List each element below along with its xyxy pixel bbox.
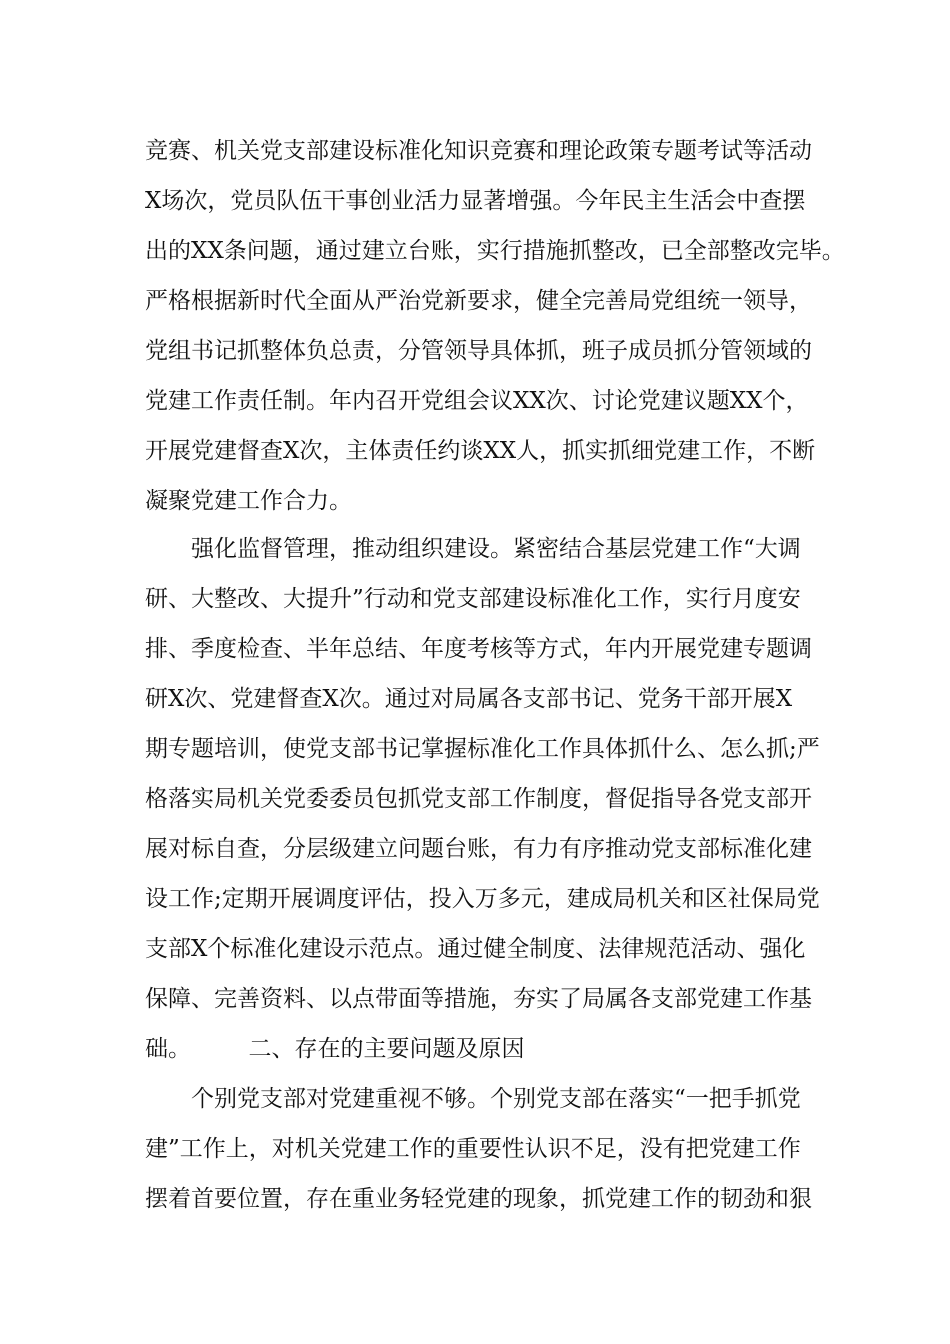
body-text-line: 支部X个标准化建设示范点。通过健全制度、法律规范活动、强化 bbox=[145, 936, 806, 962]
body-text-line: 党建工作责任制。年内召开党组会议XX次、讨论党建议题XX个， bbox=[145, 388, 809, 414]
body-text-line: 开展党建督查X次，主体责任约谈XX人，抓实抓细党建工作，不断 bbox=[145, 438, 816, 464]
body-text-line: 排、季度检查、半年总结、年度考核等方式，年内开展党建专题调 bbox=[145, 636, 812, 662]
body-text-line: 凝聚党建工作合力。 bbox=[145, 488, 352, 514]
body-text-line: 展对标自查，分层级建立问题台账，有力有序推动党支部标准化建 bbox=[145, 836, 812, 862]
body-text-line: 摆着首要位置，存在重业务轻党建的现象，抓党建工作的韧劲和狠 bbox=[145, 1186, 812, 1212]
body-text-line: 强化监督管理，推动组织建设。紧密结合基层党建工作“大调 bbox=[145, 536, 801, 562]
body-text-line: 期专题培训，使党支部书记掌握标准化工作具体抓什么、怎么抓;严 bbox=[145, 736, 820, 762]
body-text-line: 设工作;定期开展调度评估，投入万多元，建成局机关和区社保局党 bbox=[145, 886, 820, 912]
body-text-line: 严格根据新时代全面从严治党新要求，健全完善局党组统一领导， bbox=[145, 288, 812, 314]
section-heading-line: 础。 二、存在的主要问题及原因 bbox=[145, 1036, 525, 1062]
body-text-line: 党组书记抓整体负总责，分管领导具体抓，班子成员抓分管领域的 bbox=[145, 338, 812, 364]
body-text-line: 研、大整改、大提升”行动和党支部建设标准化工作，实行月度安 bbox=[145, 586, 801, 612]
body-text-line: 竞赛、机关党支部建设标准化知识竞赛和理论政策专题考试等活动 bbox=[145, 138, 812, 164]
body-text-line: 建”工作上，对机关党建工作的重要性认识不足，没有把党建工作 bbox=[145, 1136, 801, 1162]
body-text-line: 出的XX条问题，通过建立台账，实行措施抓整改，已全部整改完毕。 bbox=[145, 238, 845, 264]
body-text-line: 研X次、党建督查X次。通过对局属各支部书记、党务干部开展X bbox=[145, 686, 793, 712]
body-text-line: 保障、完善资料、以点带面等措施，夯实了局属各支部党建工作基 bbox=[145, 986, 812, 1012]
body-text-line: X场次，党员队伍干事创业活力显著增强。今年民主生活会中查摆 bbox=[145, 188, 806, 214]
body-text-line: 格落实局机关党委委员包抓党支部工作制度，督促指导各党支部开 bbox=[145, 786, 812, 812]
body-text-line: 个别党支部对党建重视不够。个别党支部在落实“一把手抓党 bbox=[145, 1086, 801, 1112]
